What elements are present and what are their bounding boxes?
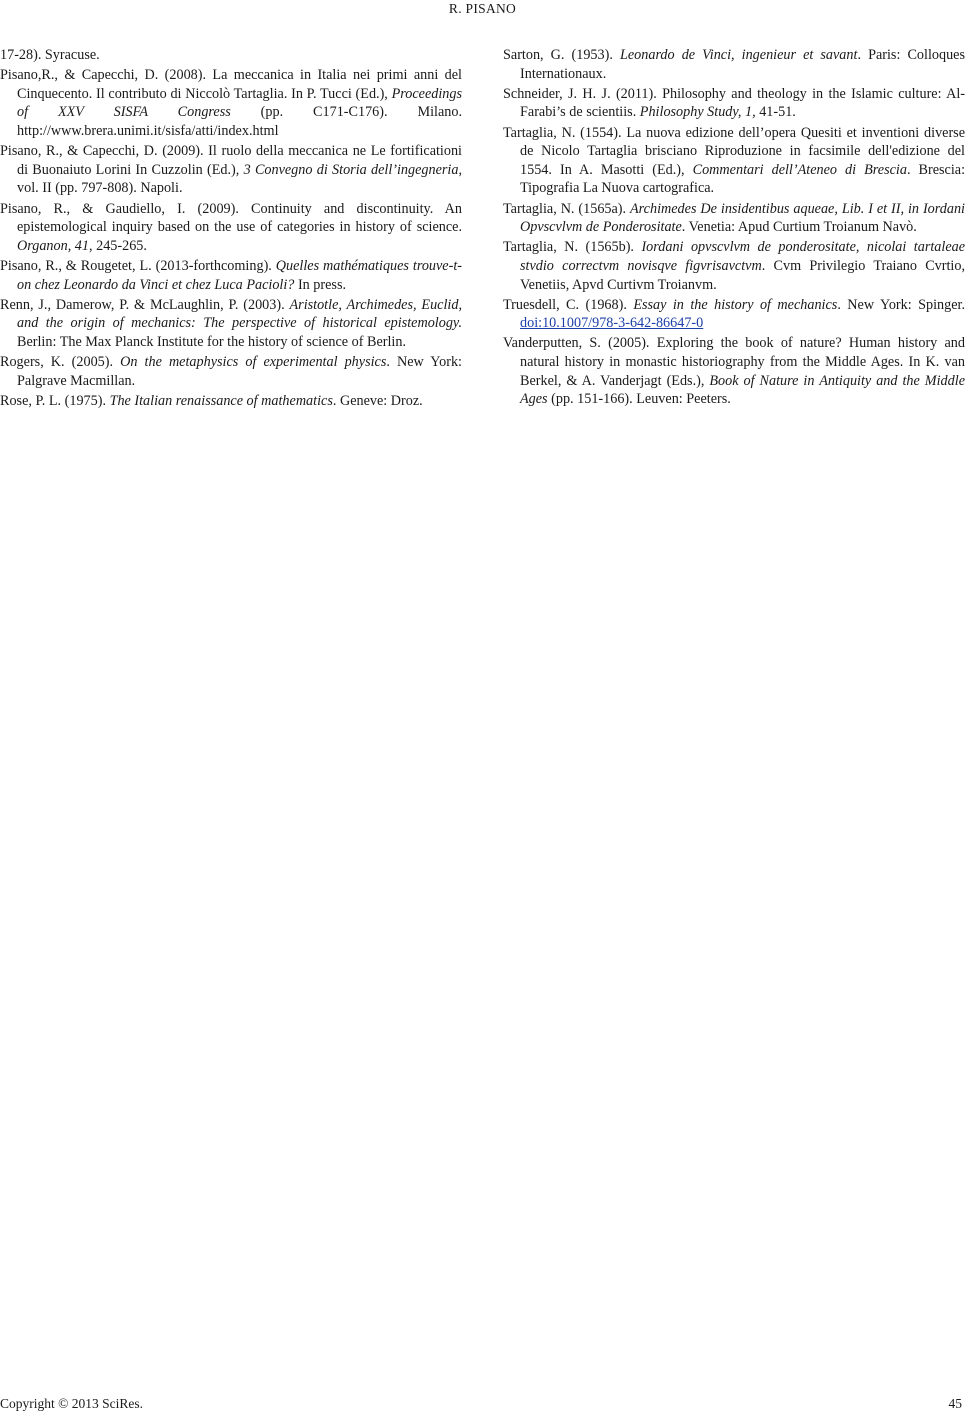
reference-text: Renn, J., Damerow, P. & McLaughlin, P. (2003).	[0, 296, 290, 313]
reference-text: Truesdell, C. (1968).	[503, 296, 634, 313]
reference-italic-title: Quelles mathématiques trouve-t-on chez Leonardo da Vinci et chez Luca Pacioli?	[17, 257, 462, 293]
reference-text: Tartaglia, N. (1565a).	[503, 200, 631, 217]
reference-entry	[503, 334, 965, 408]
reference-entry	[0, 296, 462, 352]
reference-text: Pisano, R., & Capecchi, D. (2009). Il ruolo della meccanica ne Le fortificationi di Buonaiuto Lorini In Cuzzolin (Ed.),	[0, 143, 462, 178]
reference-text: . Brescia: Tipografia La Nuova cartografica.	[520, 161, 965, 197]
reference-entry	[503, 124, 965, 198]
reference-text: 17-28). Syracuse.	[0, 47, 100, 63]
reference-text: . Cvm Privilegio Traiano Cvrtio, Venetiis, Apvd Curtivm Troianvm.	[520, 257, 965, 293]
reference-text: Berlin: The Max Planck Institute for the history of science of Berlin.	[17, 333, 407, 350]
reference-text: Pisano,R., & Capecchi, D. (2008). La meccanica in Italia nei primi anni del Cinquecento. Il contributo di Niccolò Tartaglia. In P. Tucci (Ed.),	[0, 67, 462, 102]
page-number: 45	[948, 1396, 962, 1411]
references-left-column	[0, 46, 462, 412]
reference-italic-title: On the metaphysics of experimental physics	[120, 354, 387, 371]
reference-text: (pp. C171-C176). Milano. http://www.brera.unimi.it/sisfa/atti/index.html	[17, 104, 462, 139]
reference-text: . Geneve: Droz.	[332, 392, 423, 409]
running-head: R. PISANO	[448, 1, 517, 16]
references-right-column	[503, 46, 965, 410]
reference-text: . Venetia: Apud Curtium Troianum Navò.	[681, 219, 917, 236]
reference-text: , 245-265.	[89, 237, 147, 254]
reference-italic-title: Commentari dell’Ateneo di Brescia	[692, 161, 907, 178]
reference-entry	[503, 85, 965, 122]
reference-entry	[0, 353, 462, 390]
reference-italic-title: Philosophy Study, 1,	[639, 104, 756, 121]
reference-text: . Paris: Colloques Internationaux.	[520, 47, 965, 82]
reference-entry	[0, 142, 462, 198]
copyright-notice: Copyright © 2013 SciRes.	[0, 1396, 144, 1411]
reference-text: Tartaglia, N. (1554). La nuova edizione dell’opera Quesiti et inventioni diverse de Nicolo Tartaglia brisciano Riproduzione in facsimile dell'edizione del 1554. In A. Masotti (Ed.),	[503, 124, 965, 178]
reference-entry	[0, 200, 462, 256]
reference-entry	[0, 392, 462, 411]
reference-text: Vanderputten, S. (2005). Exploring the book of nature? Human history and natural history in monastic historiography from the Middle Ages. In K. van Berkel, & A. Vanderjagt (Eds.),	[503, 335, 965, 389]
reference-text: 41-51.	[755, 104, 796, 121]
reference-text: Rogers, K. (2005).	[0, 354, 121, 371]
reference-text: (pp. 151-166). Leuven: Peeters.	[547, 391, 731, 408]
reference-italic-title: The Italian renaissance of mathematics	[109, 392, 333, 409]
reference-italic-title: Archimedes De insidentibus aqueae, Lib. I et II, in Iordani Opvscvlvm de Ponderositate	[520, 200, 965, 236]
reference-text: Tartaglia, N. (1565b).	[503, 239, 642, 256]
reference-italic-title: 3 Convegno di Storia dell’ingegneria	[243, 161, 459, 178]
reference-italic-title: Organon, 41	[17, 237, 89, 254]
reference-italic-title: Aristotle, Archimedes, Euclid, and the origin of mechanics: The perspective of historical epistemology.	[17, 296, 462, 332]
reference-text: Pisano, R., & Rougetet, L. (2013-forthcoming).	[0, 257, 276, 274]
reference-entry	[0, 257, 462, 294]
reference-text: In press.	[294, 276, 347, 293]
reference-text: , vol. II (pp. 797-808). Napoli.	[17, 161, 463, 197]
reference-italic-title: Book of Nature in Antiquity and the Middle Ages	[520, 372, 965, 408]
reference-italic-title: Proceedings of XXV SISFA Congress	[17, 85, 462, 121]
reference-entry	[503, 296, 965, 333]
reference-text: . New York: Palgrave Macmillan.	[17, 354, 462, 389]
reference-text: Sarton, G. (1953).	[503, 47, 620, 63]
reference-text: Schneider, J. H. J. (2011). Philosophy and theology in the Islamic culture: Al-Farabi’s de scientiis.	[503, 85, 965, 121]
reference-entry	[0, 66, 462, 140]
reference-text: . New York: Spinger.	[837, 296, 965, 313]
reference-italic-title: Leonardo de Vinci, ingenieur et savant	[619, 47, 858, 63]
reference-italic-title: Iordani opvscvlvm de ponderositate, nicolai tartaleae stvdio correctvm novisqve figvrisavctvm	[520, 239, 965, 274]
reference-entry	[503, 238, 965, 294]
reference-entry	[0, 46, 462, 65]
reference-text: Pisano, R., & Gaudiello, I. (2009). Continuity and discontinuity. An epistemological inquiry based on the use of categories in history of science.	[0, 200, 462, 236]
reference-entry	[503, 46, 965, 83]
reference-entry	[503, 200, 965, 237]
reference-text: Rose, P. L. (1975).	[0, 392, 110, 409]
doi-link[interactable]: doi:10.1007/978-3-642-86647-0	[520, 315, 704, 332]
reference-italic-title: Essay in the history of mechanics	[633, 296, 838, 313]
